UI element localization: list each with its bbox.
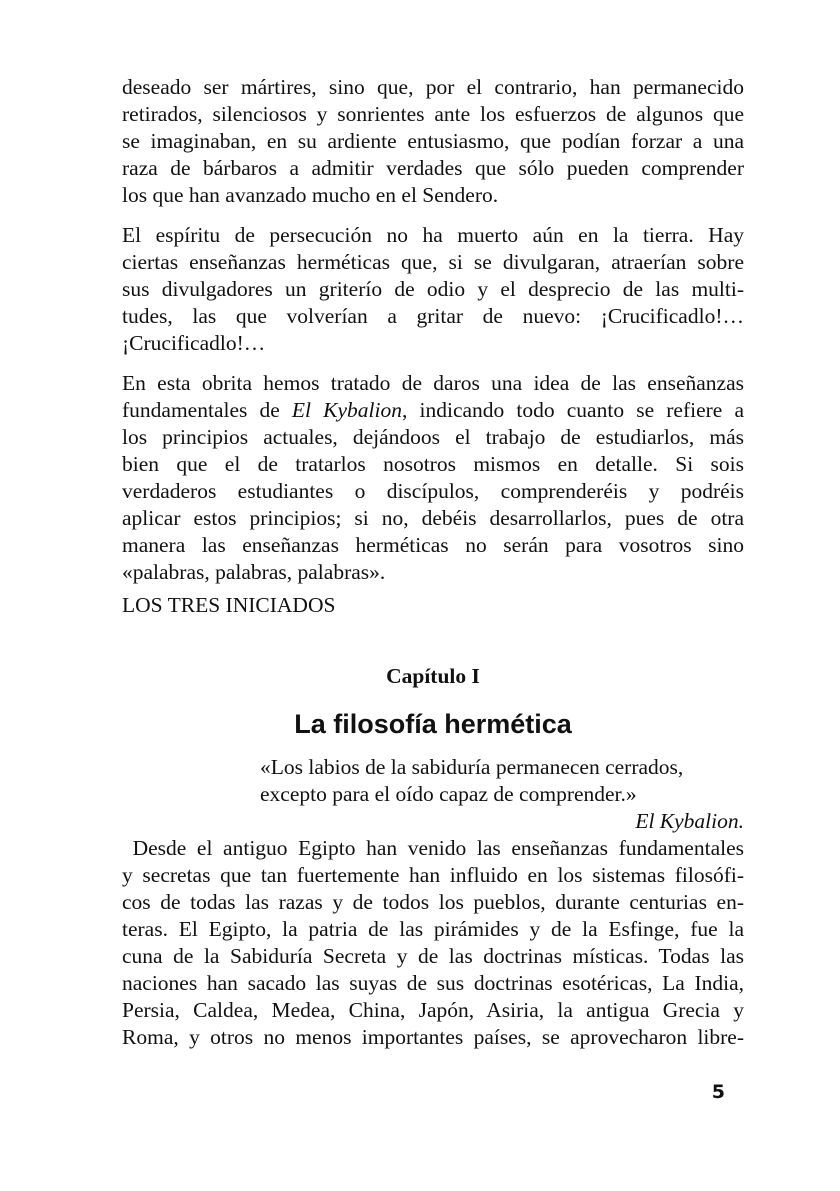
epigraph-line: «Los labios de la sabiduría permanecen cerrados, — [260, 755, 684, 779]
text-line: aplicar estos principios; si no, debéis desarrollarlos, pues de otra — [122, 506, 744, 530]
page-number: 5 — [711, 1081, 725, 1103]
text-line: manera las enseñanzas herméticas no serán para vosotros sino — [122, 533, 744, 557]
text-line: los principios actuales, dejándoos el trabajo de estudiarlos, más — [122, 425, 744, 449]
paragraph-persecution — [122, 222, 744, 357]
text-line: Desde el antiguo Egipto han venido las enseñanzas fundamentales — [122, 836, 744, 860]
text-line: raza de bárbaros a admitir verdades que sólo pueden comprender — [122, 156, 744, 180]
text-line: naciones han sacado las suyas de sus doctrinas esotéricas, La India, — [122, 971, 744, 995]
chapter-label: Capítulo I — [386, 664, 480, 688]
text-line: deseado ser mártires, sino que, por el contrario, han permanecido — [122, 75, 744, 99]
text-line: cuna de la Sabiduría Secreta y de las doctrinas místicas. Todas las — [122, 944, 744, 968]
chapter-body — [122, 835, 744, 1051]
epigraph-source: El Kybalion. — [635, 809, 744, 833]
text-line: tudes, las que volverían a gritar de nuevo: ¡Crucificadlo!… — [122, 304, 744, 328]
text-fragment: , indicando todo cuanto se refiere a — [402, 398, 744, 422]
text-line: retirados, silenciosos y sonrientes ante los esfuerzos de algunos que — [122, 102, 744, 126]
book-title-italic: El Kybalion — [291, 398, 402, 422]
paragraph-obrita — [122, 370, 744, 586]
text-line: Roma, y otros no menos importantes países, se aprovecharon libre- — [122, 1025, 744, 1049]
page-content — [122, 74, 744, 1051]
text-line: ¡Crucificadlo!… — [122, 331, 266, 355]
text-line: El espíritu de persecución no ha muerto aún en la tierra. Hay — [122, 223, 744, 247]
text-line: y secretas que tan fuertemente han influido en los sistemas filosófi- — [122, 863, 744, 887]
text-line: ciertas enseñanzas herméticas que, si se divulgaran, atraerían sobre — [122, 250, 744, 274]
text-line: bien que el de tratarlos nosotros mismos en detalle. Si sois — [122, 452, 744, 476]
text-line: cos de todas las razas y de todos los pueblos, durante centurias en- — [122, 890, 744, 914]
text-fragment: fundamentales de — [122, 398, 292, 422]
text-line: verdaderos estudiantes o discípulos, comprenderéis y podréis — [122, 479, 744, 503]
text-line: teras. El Egipto, la patria de las pirámides y de la Esfinge, fue la — [122, 917, 744, 941]
author-signature: LOS TRES INICIADOS — [122, 593, 336, 617]
text-line: En esta obrita hemos tratado de daros una idea de las enseñanzas — [122, 371, 744, 395]
paragraph-martyrs — [122, 74, 744, 209]
text-line — [122, 397, 744, 424]
chapter-title: La filosofía hermética — [294, 709, 572, 739]
text-line: «palabras, palabras, palabras». — [122, 560, 386, 584]
text-line: se imaginaban, en su ardiente entusiasmo, que podían forzar a una — [122, 129, 744, 153]
text-line: los que han avanzado mucho en el Sendero. — [122, 183, 499, 207]
epigraph — [260, 754, 744, 835]
epigraph-line: excepto para el oído capaz de comprender.» — [260, 782, 637, 806]
text-line: sus divulgadores un griterío de odio y el desprecio de las multi- — [122, 277, 744, 301]
text-line: Persia, Caldea, Medea, China, Japón, Asiria, la antigua Grecia y — [122, 998, 744, 1022]
